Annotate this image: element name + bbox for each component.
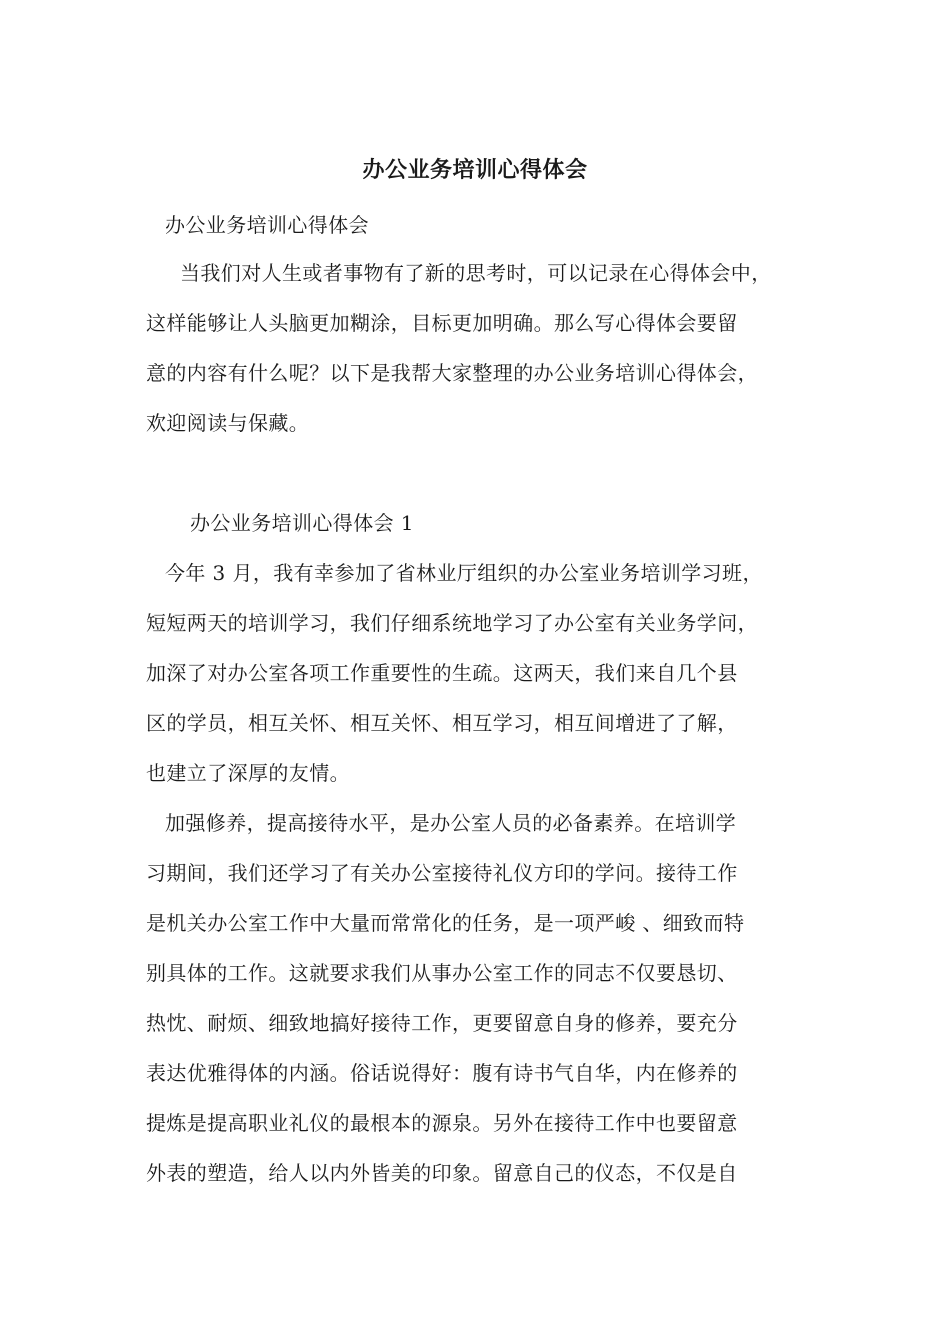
document-title: 办公业务培训心得体会 [362, 157, 588, 183]
body-line: 提炼是提高职业礼仪的最根本的源泉。另外在接待工作中也要留意 [146, 1111, 738, 1135]
body-line: 是机关办公室工作中大量而常常化的任务，是一项严峻 、细致而特 [146, 911, 745, 935]
body-line: 加深了对办公室各项工作重要性的生疏。这两天，我们来自几个县 [146, 661, 738, 685]
body-line: 意的内容有什么呢？以下是我帮大家整理的办公业务培训心得体会， [146, 361, 758, 385]
body-line: 这样能够让人头脑更加糊涂，目标更加明确。那么写心得体会要留 [146, 311, 738, 335]
body-line: 表达优雅得体的内涵。俗话说得好：腹有诗书气自华，内在修养的 [146, 1061, 738, 1085]
body-line: 外表的塑造，给人以内外皆美的印象。留意自己的仪态，不仅是自 [146, 1161, 738, 1185]
body-line: 加强修养，提高接待水平，是办公室人员的必备素养。在培训学 [165, 811, 737, 835]
body-line: 也建立了深厚的友情。 [146, 761, 350, 785]
section-heading: 办公业务培训心得体会 1 [190, 511, 414, 535]
subtitle-line: 办公业务培训心得体会 [165, 213, 369, 237]
body-line: 今年 3 月，我有幸参加了省林业厅组织的办公室业务培训学习班， [165, 561, 763, 585]
body-line: 当我们对人生或者事物有了新的思考时，可以记录在心得体会中， [180, 261, 772, 285]
body-line: 短短两天的培训学习，我们仔细系统地学习了办公室有关业务学问， [146, 611, 758, 635]
body-line: 热忱、耐烦、细致地搞好接待工作，更要留意自身的修养，要充分 [146, 1011, 738, 1035]
body-line: 区的学员，相互关怀、相互关怀、相互学习，相互间增进了了解， [146, 711, 738, 735]
body-line: 别具体的工作。这就要求我们从事办公室工作的同志不仅要恳切、 [146, 961, 738, 985]
body-line: 习期间，我们还学习了有关办公室接待礼仪方印的学问。接待工作 [146, 861, 738, 885]
body-line: 欢迎阅读与保藏。 [146, 411, 310, 435]
